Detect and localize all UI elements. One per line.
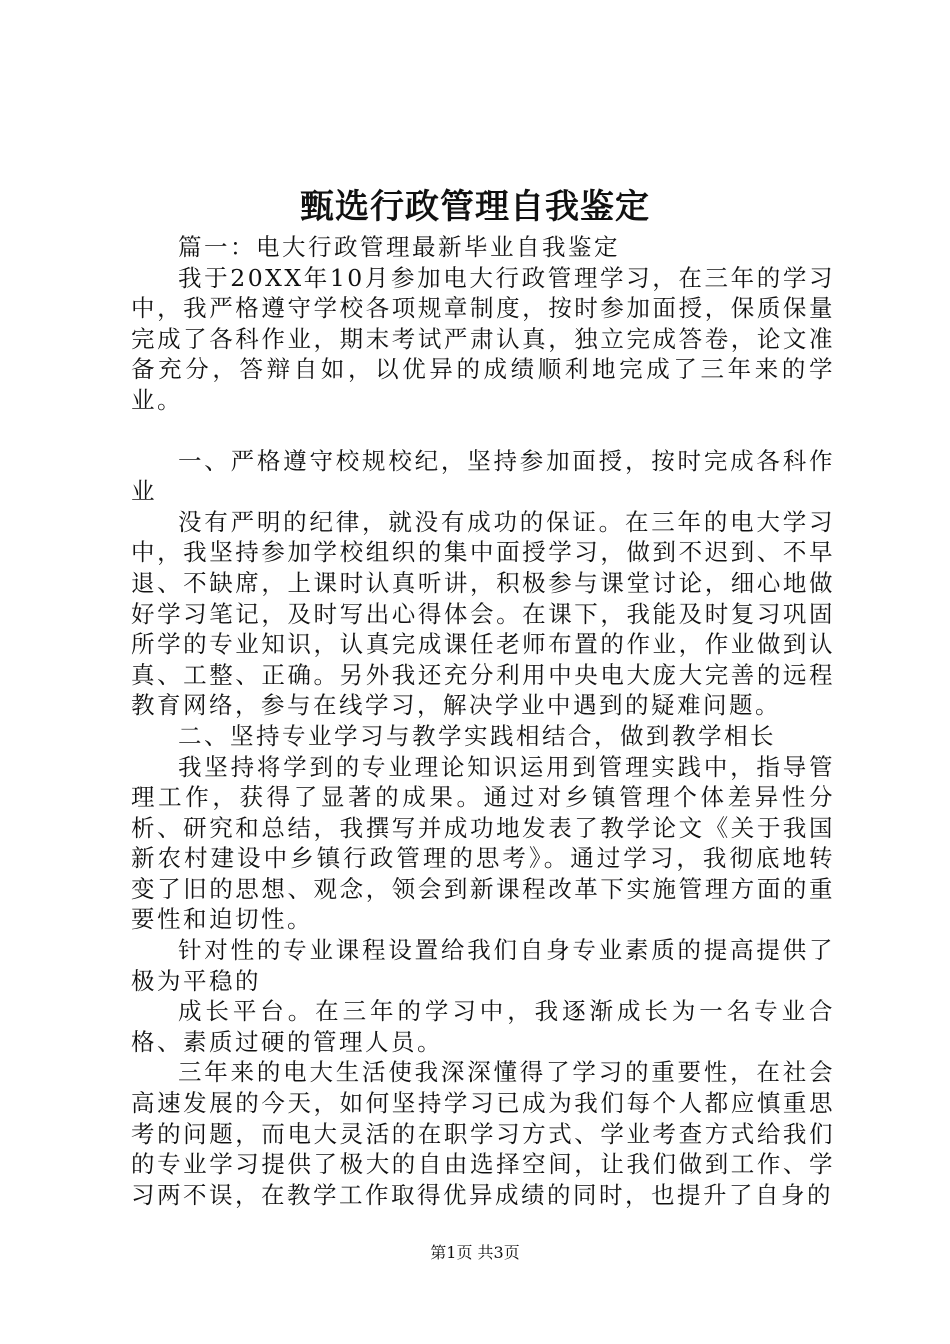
document-title: 甄选行政管理自我鉴定: [300, 187, 650, 227]
paragraph-discipline: 没有严明的纪律，就没有成功的保证。在三年的电大学习中，我坚持参加学校组织的集中面授学习，做到不迟到、不早退、不缺席，上课时认真听讲，积极参与课堂讨论，细心地做好学习笔记，及时写出心得体会。在课下，我能及时复习巩固所学的专业知识，认真完成课任老师布置的作业，作业做到认真、工整、正确。另外我还充分利用中央电大庞大完善的远程教育网络，参与在线学习，解决学业中遇到的疑难问题。: [131, 507, 835, 720]
paragraph-growth: 成长平台。在三年的学习中，我逐渐成长为一名专业合格、素质过硬的管理人员。: [131, 997, 835, 1056]
paragraph-life: 三年来的电大生活使我深深懂得了学习的重要性，在社会高速发展的今天，如何坚持学习已成为我们每个人都应慎重思考的问题，而电大灵活的在职学习方式、学业考查方式给我们的专业学习提供了极大的自由选择空间，让我们做到工作、学习两不误，在教学工作取得优异成绩的同时，也提升了自身的: [131, 1058, 835, 1209]
heading-discipline: 一、严格遵守校规校纪，坚持参加面授，按时完成各科作业: [131, 446, 835, 506]
paragraph-curriculum: 针对性的专业课程设置给我们自身专业素质的提高提供了极为平稳的: [131, 936, 835, 995]
heading-practice: 二、坚持专业学习与教学实践相结合，做到教学相长: [178, 721, 776, 750]
section-heading-part-one: 篇一：电大行政管理最新毕业自我鉴定: [178, 233, 620, 261]
intro-paragraph: 我于20XX年10月参加电大行政管理学习，在三年的学习中，我严格遵守学校各项规章制度，按时参加面授，保质保量完成了各科作业，期末考试严肃认真，独立完成答卷，论文准备充分，答辩自如，以优异的成绩顺利地完成了三年来的学业。: [131, 263, 835, 414]
document-body: [131, 232, 835, 1210]
page-number: 第1页 共3页: [430, 1243, 520, 1262]
paragraph-practice: 我坚持将学到的专业理论知识运用到管理实践中，指导管理工作，获得了显著的成果。通过对乡镇管理个体差异性分析、研究和总结，我撰写并成功地发表了教学论文《关于我国新农村建设中乡镇行政管理的思考》。通过学习，我彻底地转变了旧的思想、观念，领会到新课程改革下实施管理方面的重要性和迫切性。: [131, 752, 835, 934]
